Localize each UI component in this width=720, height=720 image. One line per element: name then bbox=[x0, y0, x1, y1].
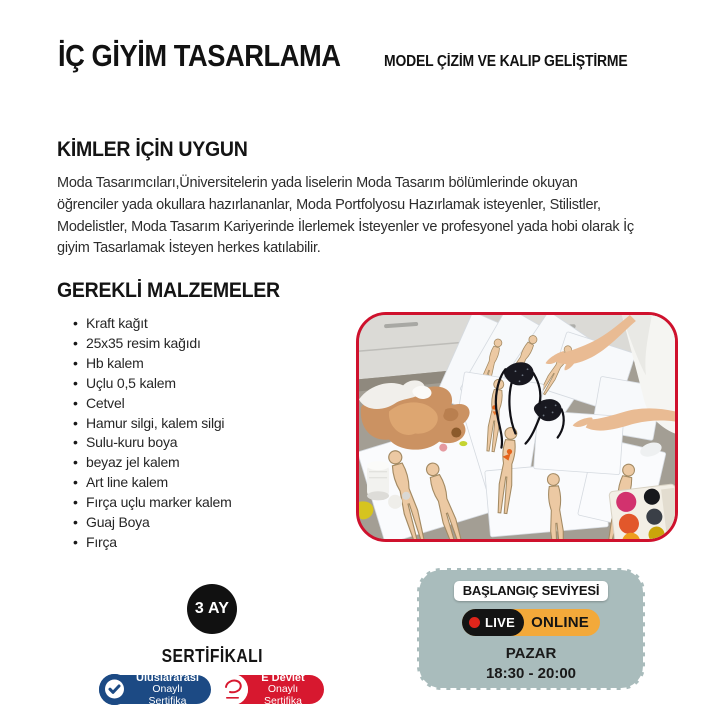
materials-list-item: • Fırça bbox=[73, 533, 357, 553]
schedule-time: 18:30 - 20:00 bbox=[485, 665, 577, 682]
online-label: ONLINE bbox=[531, 614, 589, 631]
materials-list bbox=[73, 314, 357, 553]
materials-list-item: • Uçlu 0,5 kalem bbox=[73, 374, 357, 394]
edevlet-certificate-badge bbox=[218, 671, 324, 707]
duration-badge-label: 3 AY bbox=[194, 600, 230, 617]
materials-list-item: • Cetvel bbox=[73, 394, 357, 414]
suitable-heading: KİMLER İÇİN UYGUN bbox=[57, 138, 248, 161]
course-photo bbox=[356, 312, 678, 542]
live-pill bbox=[462, 609, 524, 636]
materials-list-item: • Hb kalem bbox=[73, 354, 357, 374]
certification-cluster bbox=[100, 584, 324, 707]
live-online-badge bbox=[462, 609, 600, 636]
materials-list-item: • 25x35 resim kağıdı bbox=[73, 334, 357, 354]
schedule-day: PAZAR bbox=[505, 645, 557, 662]
edevlet-icon bbox=[217, 674, 248, 705]
duration-badge bbox=[187, 584, 237, 634]
certificate-line1: E Devlet bbox=[261, 671, 305, 684]
course-photo-illustration bbox=[359, 315, 675, 539]
level-label: BAŞLANGIÇ SEVİYESİ bbox=[454, 581, 609, 601]
page-title: İÇ GİYİM TASARLAMA bbox=[58, 38, 341, 73]
materials-list-item: • Kraft kağıt bbox=[73, 314, 357, 334]
schedule-box bbox=[417, 568, 645, 690]
materials-section bbox=[57, 279, 357, 553]
materials-list-item: • beyaz jel kalem bbox=[73, 453, 357, 473]
certificate-badges bbox=[100, 671, 324, 707]
materials-list-item: • Fırça uçlu marker kalem bbox=[73, 493, 357, 513]
certificate-line2: Onaylı Sertifika bbox=[264, 682, 302, 707]
materials-list-item: • Guaj Boya bbox=[73, 513, 357, 533]
header bbox=[58, 38, 654, 74]
check-icon bbox=[99, 674, 130, 705]
live-label: LIVE bbox=[485, 615, 516, 630]
materials-list-item: • Hamur silgi, kalem silgi bbox=[73, 414, 357, 434]
certificate-badge-text bbox=[251, 672, 315, 708]
certified-heading: SERTİFİKALI bbox=[161, 646, 263, 666]
materials-heading: GEREKLİ MALZEMELER bbox=[57, 279, 280, 302]
suitable-section bbox=[57, 138, 647, 260]
certificate-badge-text bbox=[133, 672, 202, 708]
international-certificate-badge bbox=[100, 671, 211, 707]
live-dot-icon bbox=[469, 617, 480, 628]
materials-list-item: • Sulu-kuru boya bbox=[73, 433, 357, 453]
certificate-line1: Uluslararası bbox=[136, 671, 199, 684]
page-subtitle: MODEL ÇİZİM VE KALIP GELİŞTİRME bbox=[383, 53, 628, 70]
suitable-paragraph: Moda Tasarımcıları,Üniversitelerin yada liselerin Moda Tasarım bölümlerinde okuyan öğrenciler yada okullara hazırlananlar, Moda Portfolyosu Hazırlamak isteyenler, Stilistler, Modelistler, Moda Tasarım Kariyerinde İlerlemek İsteyenler ve profesyonel yada hobi olarak İç giyim Tasarlamak İsteyen herkes katılabilir. bbox=[57, 175, 634, 257]
certificate-line2: Onaylı Sertifika bbox=[148, 682, 187, 707]
materials-list-item: • Art line kalem bbox=[73, 473, 357, 493]
